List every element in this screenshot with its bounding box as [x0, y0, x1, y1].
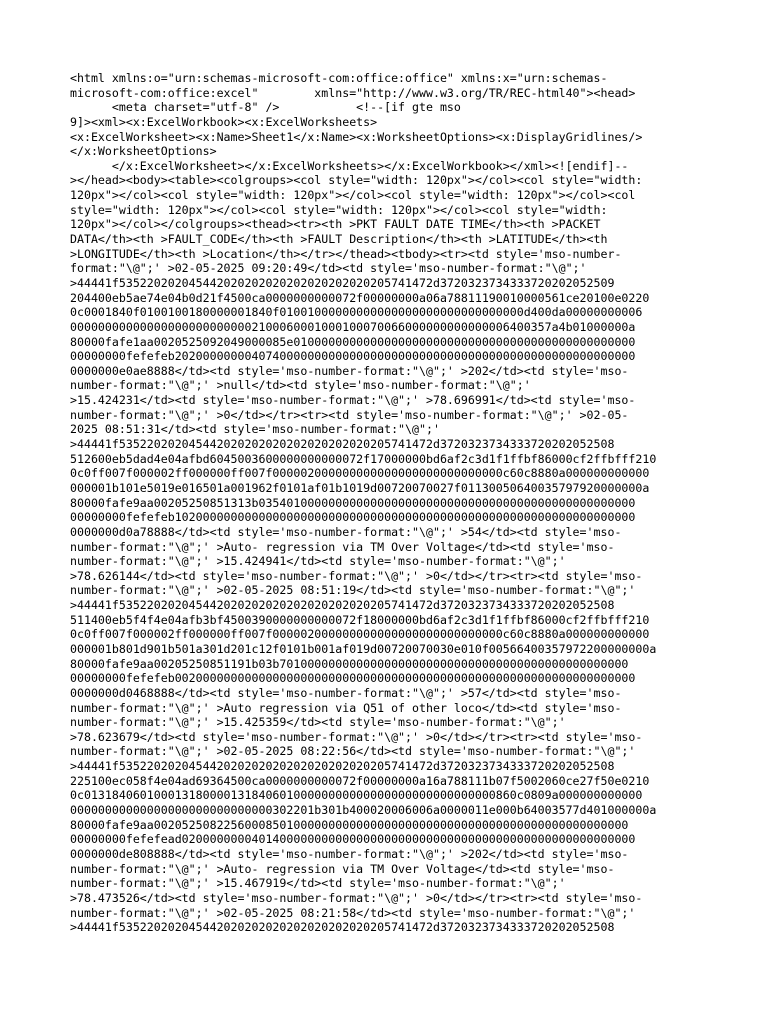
text-line: number-format:"\@";' >Auto- regression via TM Over Voltage</td><td style='mso- [70, 861, 615, 876]
text-line: DATA</th><th >FAULT_CODE</th><th >FAULT Description</th><th >LATITUDE</th><th [70, 232, 608, 247]
text-line: 0c0ff007f000002ff000000ff007f000002000000000000000000000000000c60c8880a000000000000 [70, 466, 650, 481]
text-line: number-format:"\@";' >null</td><td style='mso-number-format:"\@";' [70, 378, 531, 393]
text-line: number-format:"\@";' >Auto- regression via TM Over Voltage</td><td style='mso- [70, 539, 615, 554]
text-line: number-format:"\@";' >15.467919</td><td style='mso-number-format:"\@";' [70, 876, 566, 891]
text-line: 511400eb5f4f4e04afb3bf4500390000000000072f18000000bd6af2c3d1f1ffbf86000cf2ffbfff210 [70, 612, 650, 627]
text-line: 0000000e0ae8888</td><td style='mso-number-format:"\@";' >202</td><td style='mso- [70, 363, 629, 378]
text-line: 00000000fefefeb202000000004074000000000000000000000000000000000000000000000000000 [70, 349, 636, 364]
text-line: <x:ExcelWorksheet><x:Name>Sheet1</x:Name><x:WorksheetOptions><x:DisplayGridlines/> [70, 129, 643, 144]
text-line: 512600eb5dad4e04afbd6045003600000000000072f17000000bd6af2c3d1f1ffbf86000cf2ffbfff210 [70, 451, 657, 466]
text-line: >LONGITUDE</th><th >Location</th></tr></thead><tbody><tr><td style='mso-number- [70, 246, 622, 261]
text-line: number-format:"\@";' >02-05-2025 08:21:58</td><td style='mso-number-format:"\@";' [70, 905, 636, 920]
text-line: number-format:"\@";' >02-05-2025 08:51:19</td><td style='mso-number-format:"\@";' [70, 583, 636, 598]
text-line: 000001b101e5019e016501a001962f0101af01b1019d00720070027f01130050640035797920000000a [70, 480, 650, 495]
text-line: <html xmlns:o="urn:schemas-microsoft-com:office:office" xmlns:x="urn:schemas- [70, 71, 608, 85]
document-text [70, 71, 710, 949]
text-line: 0000000d0a78888</td><td style='mso-number-format:"\@";' >54</td><td style='mso- [70, 524, 622, 539]
text-line: >78.626144</td><td style='mso-number-format:"\@";' >0</td></tr><tr><td style='mso- [70, 568, 643, 583]
text-line: >78.623679</td><td style='mso-number-format:"\@";' >0</td></tr><tr><td style='mso- [70, 729, 643, 744]
text-line: format:"\@";' >02-05-2025 09:20:49</td><td style='mso-number-format:"\@";' [70, 261, 587, 276]
text-line: 9]><xml><x:ExcelWorkbook><x:ExcelWorksheets> [70, 114, 378, 129]
text-line: </x:ExcelWorksheet></x:ExcelWorksheets></x:ExcelWorkbook></xml><![endif]-- [70, 158, 629, 173]
text-line: >15.424231</td><td style='mso-number-format:"\@";' >78.696991</td><td style='mso- [70, 393, 636, 408]
text-line: 225100ec058f4e04ad69364500ca0000000000072f00000000a16a788111b07f5002060ce27f50e0210 [70, 773, 650, 788]
text-line: 0c01318406010001318000013184060100000000000000000000000000000860c0809a000000000000 [70, 788, 643, 803]
text-line: >44441f535220202045442020202020202020202020205741472d3720323734333720202052508 [70, 759, 615, 774]
text-line: >78.473526</td><td style='mso-number-format:"\@";' >0</td></tr><tr><td style='mso- [70, 890, 643, 905]
text-line: number-format:"\@";' >15.424941</td><td style='mso-number-format:"\@";' [70, 554, 566, 569]
text-line: number-format:"\@";' >15.425359</td><td style='mso-number-format:"\@";' [70, 715, 566, 730]
text-line: >44441f535220202045442020202020202020202020205741472d3720323734333720202052508 [70, 437, 615, 452]
text-line: </x:WorksheetOptions> [70, 144, 217, 159]
text-line: 000001b801d901b501a301d201c12f0101b001af019d00720070030e010f00566400357972200000000a [70, 641, 657, 656]
text-line: 120px"></col></colgroups><thead><tr><th >PKT FAULT DATE TIME</th><th >PACKET [70, 217, 601, 232]
text-line: 204400eb5ae74e04b0d21f4500ca0000000000072f00000000a06a78811190010000561ce20100e0220 [70, 290, 650, 305]
text-line: style="width: 120px"></col><col style="width: 120px"></col><col style="width: [70, 202, 608, 217]
text-line: 0c0ff007f000002ff000000ff007f000002000000000000000000000000000c60c8880a000000000000 [70, 627, 650, 642]
text-line: number-format:"\@";' >Auto regression via Q51 of other loco</td><td style='mso- [70, 700, 622, 715]
text-line: 00000000fefefeb002000000000000000000000000000000000000000000000000000000000000000 [70, 671, 636, 686]
text-line: <meta charset="utf-8" /> <!--[if gte mso [70, 100, 461, 115]
text-line: >44441f535220202045442020202020202020202020205741472d3720323734333720202052509 [70, 275, 615, 290]
text-line: number-format:"\@";' >02-05-2025 08:22:56</td><td style='mso-number-format:"\@";' [70, 744, 636, 759]
text-line: 00000000fefefead02000000004014000000000000000000000000000000000000000000000000000 [70, 832, 636, 847]
text-line: 120px"></col><col style="width: 120px"></col><col style="width: 120px"></col><col [70, 188, 636, 203]
text-line: 00000000000000000000000000000302201b301b400020006006a0000011e000b64003577d401000000a [70, 803, 657, 818]
text-line: 2025 08:51:31</td><td style='mso-number-format:"\@";' [70, 422, 440, 437]
text-line: 80000fafe9aa00205250851191b03b70100000000000000000000000000000000000000000000000 [70, 656, 629, 671]
text-line [70, 935, 710, 950]
text-line: 80000fafe1aa0020525092049000085e0100000000000000000000000000000000000000000000000 [70, 334, 636, 349]
text-line: >44441f535220202045442020202020202020202020205741472d3720323734333720202052508 [70, 598, 615, 613]
text-line: 80000fafe9aa00205250822560008501000000000000000000000000000000000000000000000000 [70, 817, 629, 832]
text-line: microsoft-com:office:excel" xmlns="http://www.w3.org/TR/REC-html40"><head> [70, 85, 636, 100]
text-line: 0c0001840f0100100180000001840f01001000000000000000000000000000000d400da00000000006 [70, 305, 643, 320]
text-line: ></head><body><table><colgroups><col style="width: 120px"></col><col style="width: [70, 173, 643, 188]
text-line: >44441f535220202045442020202020202020202020205741472d3720323734333720202052508 [70, 920, 615, 935]
text-line: 000000000000000000000000002100060001000100070066000000000000006400357a4b01000000a [70, 319, 636, 334]
text-line: 80000fafe9aa00205250851313b035401000000000000000000000000000000000000000000000000 [70, 495, 636, 510]
text-line: 0000000d0468888</td><td style='mso-number-format:"\@";' >57</td><td style='mso- [70, 685, 622, 700]
text-line: number-format:"\@";' >0</td></tr><tr><td style='mso-number-format:"\@";' >02-05- [70, 407, 629, 422]
text-line: 00000000fefefeb102000000000000000000000000000000000000000000000000000000000000000 [70, 510, 636, 525]
text-line: 0000000de808888</td><td style='mso-number-format:"\@";' >202</td><td style='mso- [70, 846, 629, 861]
